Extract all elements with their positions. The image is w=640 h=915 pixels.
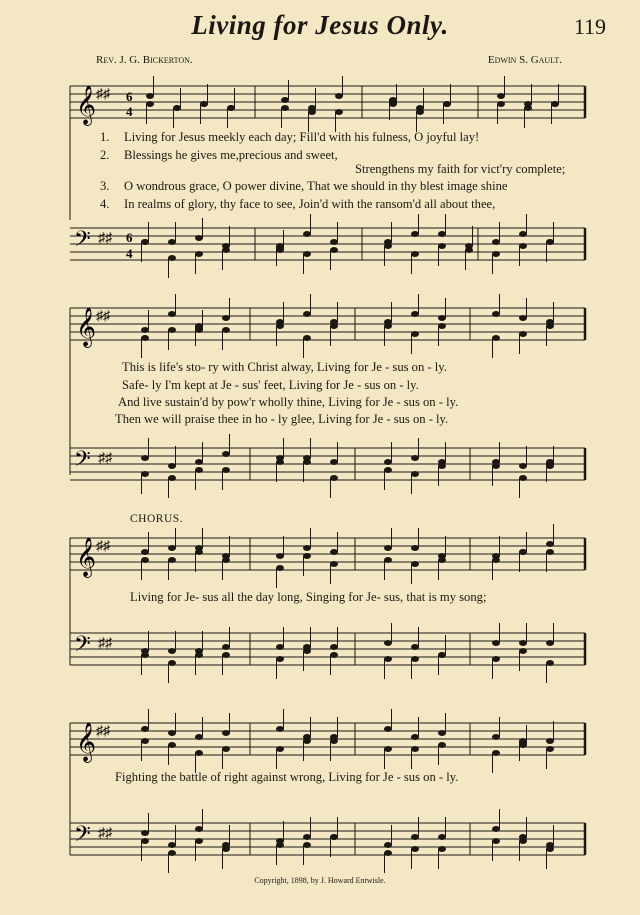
note-head: [222, 557, 230, 563]
note-head: [195, 323, 203, 329]
verse-line-1: 1. Living for Jesus meekly each day; Fill'd with his fulness, O joyful lay!: [100, 130, 480, 144]
sharp-sign-icon: ♯♯: [96, 87, 110, 102]
note-head: [438, 742, 446, 748]
note-head: [384, 467, 392, 473]
refrain-line-4: Then we will praise thee in ho - ly glee, Living for Je - sus on - ly.: [115, 412, 449, 426]
note-head: [465, 247, 473, 253]
bass-clef-icon: 𝄢: [74, 822, 91, 852]
note-head: [546, 549, 554, 555]
note-head: [384, 557, 392, 563]
note-head: [519, 243, 527, 249]
note-head: [276, 323, 284, 329]
note-head: [411, 746, 419, 752]
note-head: [281, 97, 289, 103]
note-head: [443, 101, 451, 107]
note-head: [195, 251, 203, 257]
note-head: [195, 549, 203, 555]
note-head: [492, 239, 500, 245]
note-head: [195, 459, 203, 465]
refrain-line-2: Safe- ly I'm kept at Je - sus' feet, Living for Je - sus on - ly.: [122, 378, 419, 392]
treble-staff-1: [0, 80, 640, 125]
note-head: [222, 730, 230, 736]
note-head: [411, 561, 419, 567]
verse-line-2: 2. Blessings he gives me,precious and sweet,: [100, 148, 338, 162]
note-head: [546, 640, 554, 646]
note-head: [146, 93, 154, 99]
bass-clef-icon: 𝄢: [74, 227, 91, 257]
note-head: [492, 838, 500, 844]
note-head: [384, 842, 392, 848]
note-head: [141, 335, 149, 341]
note-head: [330, 549, 338, 555]
note-head: [411, 455, 419, 461]
note-head: [438, 846, 446, 852]
note-head: [384, 656, 392, 662]
notes: [141, 709, 585, 773]
note-head: [195, 235, 203, 241]
note-head: [168, 648, 176, 654]
note-head: [411, 656, 419, 662]
note-head: [195, 734, 203, 740]
note-head: [438, 315, 446, 321]
note-head: [524, 105, 532, 111]
note-head: [438, 463, 446, 469]
note-head: [168, 660, 176, 666]
note-head: [384, 459, 392, 465]
sharp-sign-icon: ♯♯: [98, 451, 112, 466]
note-head: [303, 335, 311, 341]
bass-staff-3: [0, 625, 640, 685]
note-head: [222, 247, 230, 253]
note-head: [195, 750, 203, 756]
note-head: [168, 742, 176, 748]
note-head: [492, 656, 500, 662]
note-head: [222, 451, 230, 457]
note-head: [330, 475, 338, 481]
note-head: [546, 239, 554, 245]
note-head: [411, 734, 419, 740]
note-head: [303, 545, 311, 551]
notes: [141, 809, 585, 873]
note-head: [438, 834, 446, 840]
bass-clef-icon: 𝄢: [74, 447, 91, 477]
note-head: [438, 323, 446, 329]
note-head: [141, 830, 149, 836]
note-head: [195, 467, 203, 473]
note-head: [141, 471, 149, 477]
treble-clef-icon: 𝄞: [76, 307, 97, 347]
sharp-sign-icon: ♯♯: [96, 309, 110, 324]
note-head: [173, 105, 181, 111]
note-head: [411, 846, 419, 852]
note-head: [168, 545, 176, 551]
note-head: [492, 734, 500, 740]
note-head: [411, 251, 419, 257]
note-head: [146, 101, 154, 107]
note-head: [438, 243, 446, 249]
note-head: [492, 826, 500, 832]
verse-line-2-cont: Strengthens my faith for vict'ry complete;: [355, 162, 566, 176]
treble-staff-2: [0, 300, 640, 345]
note-head: [492, 463, 500, 469]
note-head: [330, 247, 338, 253]
note-head: [276, 459, 284, 465]
note-head: [141, 738, 149, 744]
note-head: [330, 459, 338, 465]
note-head: [411, 834, 419, 840]
verse-line-3: 3. O wondrous grace, O power divine, That we should in thy blest image shine: [100, 179, 508, 193]
note-head: [384, 746, 392, 752]
note-head: [141, 239, 149, 245]
treble-clef-icon: 𝄞: [76, 722, 97, 762]
note-head: [438, 557, 446, 563]
note-head: [519, 475, 527, 481]
notes: [141, 434, 585, 498]
note-head: [384, 323, 392, 329]
verse-line-4: 4. In realms of glory, thy face to see, Join'd with the ransom'd all about thee,: [100, 197, 496, 211]
note-head: [303, 738, 311, 744]
note-head: [222, 644, 230, 650]
note-head: [141, 327, 149, 333]
note-head: [281, 105, 289, 111]
note-head: [141, 549, 149, 555]
note-head: [438, 652, 446, 658]
time-signature-bottom: 4: [126, 104, 133, 119]
note-head: [411, 231, 419, 237]
note-head: [276, 243, 284, 249]
note-head: [438, 231, 446, 237]
note-head: [330, 561, 338, 567]
note-head: [411, 545, 419, 551]
note-head: [519, 315, 527, 321]
note-head: [303, 231, 311, 237]
note-head: [519, 231, 527, 237]
sharp-sign-icon: ♯♯: [98, 636, 112, 651]
treble-staff-4: [0, 715, 640, 760]
note-head: [168, 730, 176, 736]
time-signature-top: 6: [126, 89, 133, 104]
note-head: [303, 553, 311, 559]
time-signature-bottom: 4: [126, 246, 133, 261]
sharp-sign-icon: ♯♯: [98, 826, 112, 841]
note-head: [519, 640, 527, 646]
note-head: [168, 557, 176, 563]
sharp-sign-icon: ♯♯: [98, 231, 112, 246]
time-signature-top: 6: [126, 230, 133, 245]
note-head: [330, 239, 338, 245]
note-head: [303, 459, 311, 465]
note-head: [411, 471, 419, 477]
note-head: [546, 541, 554, 547]
notes: [146, 76, 585, 132]
note-head: [222, 315, 230, 321]
note-head: [141, 726, 149, 732]
note-head: [195, 652, 203, 658]
note-head: [384, 850, 392, 856]
lyricist-credit: Rev. J. G. Bickerton.: [96, 54, 193, 66]
treble-staff-3: [0, 530, 640, 575]
note-head: [141, 557, 149, 563]
notes: [141, 524, 585, 588]
note-head: [168, 239, 176, 245]
note-head: [519, 738, 527, 744]
sharp-sign-icon: ♯♯: [96, 539, 110, 554]
note-head: [168, 311, 176, 317]
note-head: [384, 545, 392, 551]
bass-staff-2: [0, 440, 640, 500]
note-head: [276, 746, 284, 752]
note-head: [222, 746, 230, 752]
note-head: [546, 459, 554, 465]
copyright-notice: Copyright, 1898, by J. Howard Entwisle.: [254, 876, 386, 885]
note-head: [330, 323, 338, 329]
note-head: [335, 109, 343, 115]
note-head: [492, 311, 500, 317]
note-head: [519, 648, 527, 654]
note-head: [416, 109, 424, 115]
page-number: 119: [573, 14, 606, 39]
note-head: [303, 311, 311, 317]
note-head: [308, 109, 316, 115]
note-head: [546, 746, 554, 752]
notes: [141, 214, 585, 278]
note-head: [222, 846, 230, 852]
bass-clef-icon: 𝄢: [74, 632, 91, 662]
note-head: [168, 255, 176, 261]
note-head: [222, 467, 230, 473]
note-head: [168, 463, 176, 469]
note-head: [168, 850, 176, 856]
note-head: [227, 105, 235, 111]
note-head: [168, 475, 176, 481]
note-head: [330, 738, 338, 744]
note-head: [276, 726, 284, 732]
note-head: [141, 838, 149, 844]
hymn-title: Living for Jesus Only.: [191, 10, 449, 40]
note-head: [492, 557, 500, 563]
note-head: [222, 652, 230, 658]
note-head: [303, 842, 311, 848]
note-head: [276, 644, 284, 650]
note-head: [546, 323, 554, 329]
notes: [141, 294, 585, 358]
note-head: [200, 101, 208, 107]
treble-clef-icon: 𝄞: [76, 537, 97, 577]
note-head: [195, 838, 203, 844]
note-head: [497, 93, 505, 99]
note-head: [303, 648, 311, 654]
note-head: [551, 101, 559, 107]
note-head: [276, 656, 284, 662]
note-head: [492, 640, 500, 646]
notes: [141, 623, 585, 683]
treble-clef-icon: 𝄞: [76, 85, 97, 125]
note-head: [141, 455, 149, 461]
note-head: [411, 331, 419, 337]
note-head: [492, 335, 500, 341]
note-head: [546, 846, 554, 852]
note-head: [492, 251, 500, 257]
note-head: [330, 652, 338, 658]
chorus-label: CHORUS.: [130, 513, 184, 525]
note-head: [168, 327, 176, 333]
note-head: [411, 644, 419, 650]
note-head: [335, 93, 343, 99]
note-head: [438, 730, 446, 736]
note-head: [195, 826, 203, 832]
note-head: [519, 838, 527, 844]
note-head: [411, 311, 419, 317]
note-head: [141, 652, 149, 658]
note-head: [519, 549, 527, 555]
note-head: [519, 463, 527, 469]
note-head: [222, 327, 230, 333]
note-head: [492, 750, 500, 756]
refrain-line-1: This is life's sto- ry with Christ alway, Living for Je - sus on - ly.: [122, 360, 447, 374]
note-head: [519, 331, 527, 337]
bass-staff-1: [0, 220, 640, 280]
note-head: [546, 660, 554, 666]
note-head: [276, 553, 284, 559]
note-head: [384, 640, 392, 646]
note-head: [168, 842, 176, 848]
sharp-sign-icon: ♯♯: [96, 724, 110, 739]
note-head: [497, 101, 505, 107]
chorus-line-1: Living for Je- sus all the day long, Singing for Je- sus, that is my song;: [130, 590, 487, 604]
chorus-line-2: Fighting the battle of right against wrong, Living for Je - sus on - ly.: [115, 770, 459, 784]
refrain-line-3: And live sustain'd by pow'r wholly thine, Living for Je - sus on - ly.: [118, 395, 459, 409]
bass-staff-4: [0, 815, 640, 875]
note-head: [330, 834, 338, 840]
note-head: [546, 738, 554, 744]
note-head: [276, 565, 284, 571]
note-head: [303, 251, 311, 257]
note-head: [330, 644, 338, 650]
note-head: [276, 842, 284, 848]
note-head: [384, 243, 392, 249]
note-head: [389, 97, 397, 103]
note-head: [384, 726, 392, 732]
composer-credit: Edwin S. Gault.: [487, 54, 562, 66]
note-head: [303, 834, 311, 840]
